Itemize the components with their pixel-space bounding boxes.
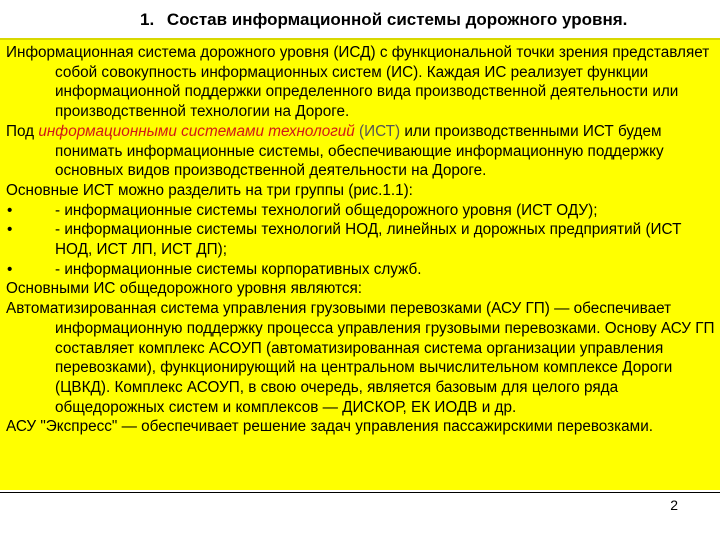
content-panel [0, 38, 720, 490]
bullet-item [6, 201, 716, 221]
paragraph-ist-prefix: Под [6, 122, 39, 140]
bullet-icon: • [7, 201, 13, 219]
bullet-item [6, 260, 716, 280]
bullet-icon: • [7, 260, 13, 278]
paragraph-ist-definition [6, 122, 716, 181]
bullet-icon: • [7, 221, 13, 239]
slide-title-text: Состав информационной системы дорожного уровня. [166, 10, 628, 29]
bullet-text: - информационные системы корпоративных служб. [55, 260, 422, 278]
page-footer [0, 492, 720, 540]
slide-title-number: 1. [140, 10, 155, 29]
paragraph-main-is: Основными ИС общедорожного уровня являются: [6, 280, 363, 298]
bullet-text: - информационные системы технологий НОД, линейных и дорожных предприятий (ИСТ НОД, ИСТ ЛП, ИСТ ДП); [55, 221, 682, 259]
page-number: 2 [670, 497, 678, 513]
paragraph-ist-abbrev: (ИСТ) [354, 122, 401, 140]
paragraph-groups-intro: Основные ИСТ можно разделить на три группы (рис.1.1): [6, 181, 413, 199]
slide-title [140, 10, 700, 30]
paragraph-ist-suffix: или производственными ИСТ будем понимать информационные системы, обеспечивающие информационную поддержку основных видов производственной деятельности на Дороге. [55, 122, 664, 180]
paragraph-asu-express: АСУ "Экспресс" — обеспечивает решение задач управления пассажирскими перевозками. [6, 418, 653, 436]
highlighted-term: информационными системами технологий [38, 122, 355, 140]
paragraph-isd-definition: Информационная система дорожного уровня (ИСД) с функциональной точки зрения представляет собой совокупность информационных систем (ИС). Каждая ИС реализует функции информационной поддержки определенного вида производственной деятельности или производственной технологии на Дороге. [6, 44, 710, 121]
bullet-text: - информационные системы технологий общедорожного уровня (ИСТ ОДУ); [55, 201, 598, 219]
paragraph-asu-gp: Автоматизированная система управления грузовыми перевозками (АСУ ГП) — обеспечивает информационную поддержку процесса управления грузовыми перевозками. Основу АСУ ГП составляет комплекс АСОУП (автоматизированная система организации управления перевозками), функционирующий на центральном вычислительном комплексе Дороги (ЦВКД). Комплекс АСОУП, в свою очередь, является базовым для целого ряда общедорожных систем и комплексов — ДИСКОР, ЕК ИОДВ и др. [6, 300, 715, 416]
bullet-item [6, 220, 716, 259]
